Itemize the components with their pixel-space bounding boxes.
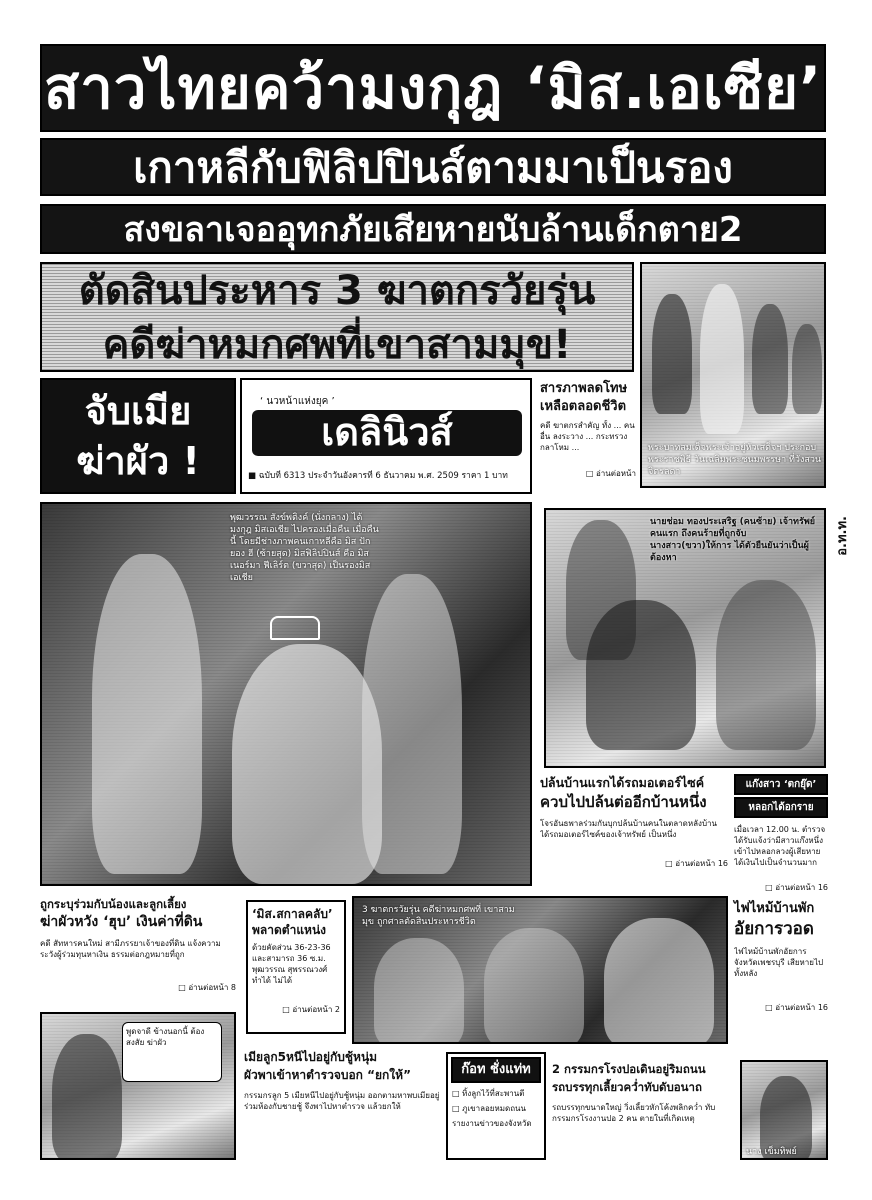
gossip-box-title: ก๊อท ชั่งแท่ท — [451, 1057, 541, 1083]
headline-miss-asia: สาวไทยคว้ามงกุฎ ‘มิส.เอเซีย’ — [40, 44, 826, 132]
miss-club-cont: □ อ่านต่อหน้า 2 — [282, 1005, 340, 1014]
miss-club-body: ด้วยคัดส่วน 36-23-36 และสามารถ 36 ซ.ม. พุฒวรรณ สุพรรณวงศ์ทำได้ ไม่ได้ — [252, 943, 331, 985]
headline-execution — [40, 262, 634, 372]
robbery-photo-caption: นายช่อม ทองประเสริฐ (คนซ้าย) เจ้าทรัพย์คนแรก ถึงคนร้ายที่ถูกจับ นางสาว(ขวา)ให้การ ได้ตัวยืนยันว่าเป็นผู้ต้องหา — [650, 517, 816, 563]
royal-ceremony-photo — [640, 262, 826, 488]
robbery-story-body: โจรอันธพาลร่วมกันบุกปล้นบ้านคนในตลาดหลังบ้าน ได้รถมอเตอร์ไซค์ของเจ้าทรัพย์ เป็นหนึ่ง — [540, 819, 717, 839]
fire-story-title2: อัยการวอด — [734, 919, 814, 939]
banner-line1: จับเมีย — [84, 389, 192, 433]
trial-photo-caption: 3 ฆาตกรวัยรุ่น คดีฆ่าหมกศพที่ เขาสามมุข ถูกศาลตัดสินประหารชีวิต — [362, 905, 515, 927]
masthead-issue-info: ■ ฉบับที่ 6313 ประจำวันอังคารที่ 6 ธันวาคม พ.ศ. 2509 ราคา 1 บาท — [248, 471, 508, 481]
gang-story-tag: แก๊งสาว ‘ตกยุ๊ด’ — [734, 774, 828, 795]
inset-story-body: คดี ฆาตกรสำคัญ ทั้ง ... คนอื่น ลงระวาง ... กระทรวงกลาโหม ... — [540, 421, 635, 452]
husband-murder-body: คดี สัทหารคนใหม่ สามีภรรยาเจ้าของที่ดิน แจ้งความ ระวังผู้ร่วมทุนหาเงิน ธรรมต่อกฎหมายที่ถูก — [40, 939, 221, 959]
robbery-story — [540, 774, 728, 892]
headline-execution-line2: คดีฆ่าหมกศพที่เขาสามมุข! — [102, 322, 572, 368]
pageant-photo — [40, 502, 532, 886]
wife-story — [244, 1048, 440, 1160]
headline-korea-philippines: เกาหลีกับฟิลิปปินส์ตามมาเป็นรอง — [40, 138, 826, 196]
robbery-story-title1: ปล้นบ้านแรกได้รถมอเตอร์ไซค์ — [540, 775, 705, 790]
inset-story-title1: สารภาพลดโทษ — [540, 381, 628, 396]
portrait-photo — [740, 1060, 828, 1160]
husband-murder-title1: ถูกระบุร่วมกับน้องและลูกเลี้ยง — [40, 897, 187, 911]
wife-story-title2: ผัวพาเข้าหาตำรวจบอก “ยกให้” — [244, 1068, 411, 1082]
headline-execution-line1: ตัดสินประหาร 3 ฆาตกรวัยรุ่น — [78, 268, 596, 314]
trial-photo — [352, 896, 728, 1044]
gossip-item: รายงานข่าวของจังหวัด — [452, 1119, 532, 1128]
woman-suspect-photo — [40, 1012, 236, 1160]
husband-murder-title2: ฆ่าผัวหวัง ‘ฮุบ’ เงินค่าที่ดิน — [40, 914, 203, 930]
workers-story — [552, 1060, 732, 1160]
headline-songkhla-flood: สงขลาเจออุทกภัยเสียหายนับล้านเด็กตาย2 — [40, 204, 826, 254]
miss-club-story — [246, 900, 346, 1034]
miss-club-title1: ‘มิส.สกาลคลับ’ — [252, 907, 333, 921]
gossip-item: □ ภูเขาลอยหมดถนน — [452, 1104, 526, 1113]
banner-wife-kills-husband — [40, 378, 236, 494]
robbery-story-cont: □ อ่านต่อหน้า 16 — [665, 859, 728, 868]
workers-story-body: รถบรรทุกขนาดใหญ่ วิ่งเลี้ยวหักโค้งพลิกคว่ำ ทับกรรมกรโรงงานปอ 2 คน ตายในที่เกิดเหตุ — [552, 1103, 716, 1123]
gang-story-cont: □ อ่านต่อหน้า 16 — [765, 883, 828, 892]
gang-story-subtag: หลอกได้อกราย — [734, 797, 828, 818]
fire-story-cont: □ อ่านต่อหน้า 16 — [765, 1003, 828, 1012]
portrait-caption: นาง เข็มทิพย์ — [746, 1147, 797, 1157]
fire-story-body: ไฟไหม้บ้านพักอัยการ จังหวัดเพชรบุรี เสียหายไปทั้งหลัง — [734, 947, 824, 978]
fire-story — [734, 900, 828, 1050]
crown-icon — [270, 616, 320, 640]
masthead — [240, 378, 532, 494]
miss-club-title2: พลาดตำแหน่ง — [252, 923, 327, 937]
speech-bubble — [122, 1022, 222, 1082]
robbery-suspects-photo — [544, 508, 826, 768]
banner-line2: ฆ่าผัว ! — [76, 439, 200, 483]
inset-story — [540, 380, 636, 494]
inset-story-title2: เหลือตลอดชีวิต — [540, 399, 627, 414]
gang-story — [734, 774, 828, 892]
masthead-tagline: ‘ นวหน้าแห่งยุค ’ — [260, 396, 335, 407]
masthead-logo: เดลินิวส์ — [252, 410, 522, 456]
gang-story-body: เมื่อเวลา 12.00 น. ตำรวจได้รับแจ้งว่ามีสาวแก๊งหนึ่งเข้าไปหลอกลวงผู้เสียหาย ได้เงินไปเป็นจำนวนมาก — [734, 825, 826, 867]
workers-story-title2: รถบรรทุกเลี้ยวคว่ำทับดับอนาถ — [552, 1080, 702, 1094]
side-code-label: อ.ท.ท. — [835, 516, 850, 556]
husband-murder-story — [40, 896, 236, 1008]
robbery-story-title2: ควบไปปล้นต่ออีกบ้านหนึ่ง — [540, 793, 707, 811]
gossip-item: □ ทิ้งลูกไว้ที่สะพานตี — [452, 1089, 525, 1098]
wife-story-title1: เมียลูก5หนีไปอยู่กับชู้หนุ่ม — [244, 1050, 378, 1064]
woman-photo-caption: พูดจาดี ข้างนอกนี้ ต้องสงสัย ฆ่าผัว — [126, 1027, 205, 1047]
workers-story-title1: 2 กรรมกรโรงปอเดินอยู่ริมถนน — [552, 1062, 706, 1076]
wife-story-body: กรรมกรลูก 5 เมียหนีไปอยู่กับชู้หนุ่ม ออกตามหาพบเมียอยู่ร่วมห้องกับชายชู้ จึงพาไปหาตำรวจ แล้วยกให้ — [244, 1091, 440, 1111]
fire-story-title1: ไฟไหม้บ้านพัก — [734, 901, 815, 916]
gossip-box — [446, 1052, 546, 1160]
husband-murder-cont: □ อ่านต่อหน้า 8 — [178, 983, 236, 992]
pageant-photo-caption: พุฒวรรณ สังข์พติงค์ (นั่งกลาง) ได้มงกุฎ มิสเอเชีย ไปครองเมื่อคืน เมื่อคืนนี้ โดยมีช่างภาพคนเกาหลีคือ มิส ปักยอง ฮี (ซ้ายสุด) มิสฟิลิปปินส์ คือ มิส เนอร์มา ฟีเลิร์ต (ขวาสุด) เป็นรองมิสเอเชีย — [230, 513, 379, 583]
royal-photo-caption: พระบาทสมเด็จพระเจ้าอยู่หัวเสด็จฯ ประกอบพระราชพิธี วันเฉลิมพระชนมพรรษา ที่วังสวนจิตรลดา — [648, 443, 822, 477]
inset-story-cont: □ อ่านต่อหน้า — [585, 469, 636, 478]
